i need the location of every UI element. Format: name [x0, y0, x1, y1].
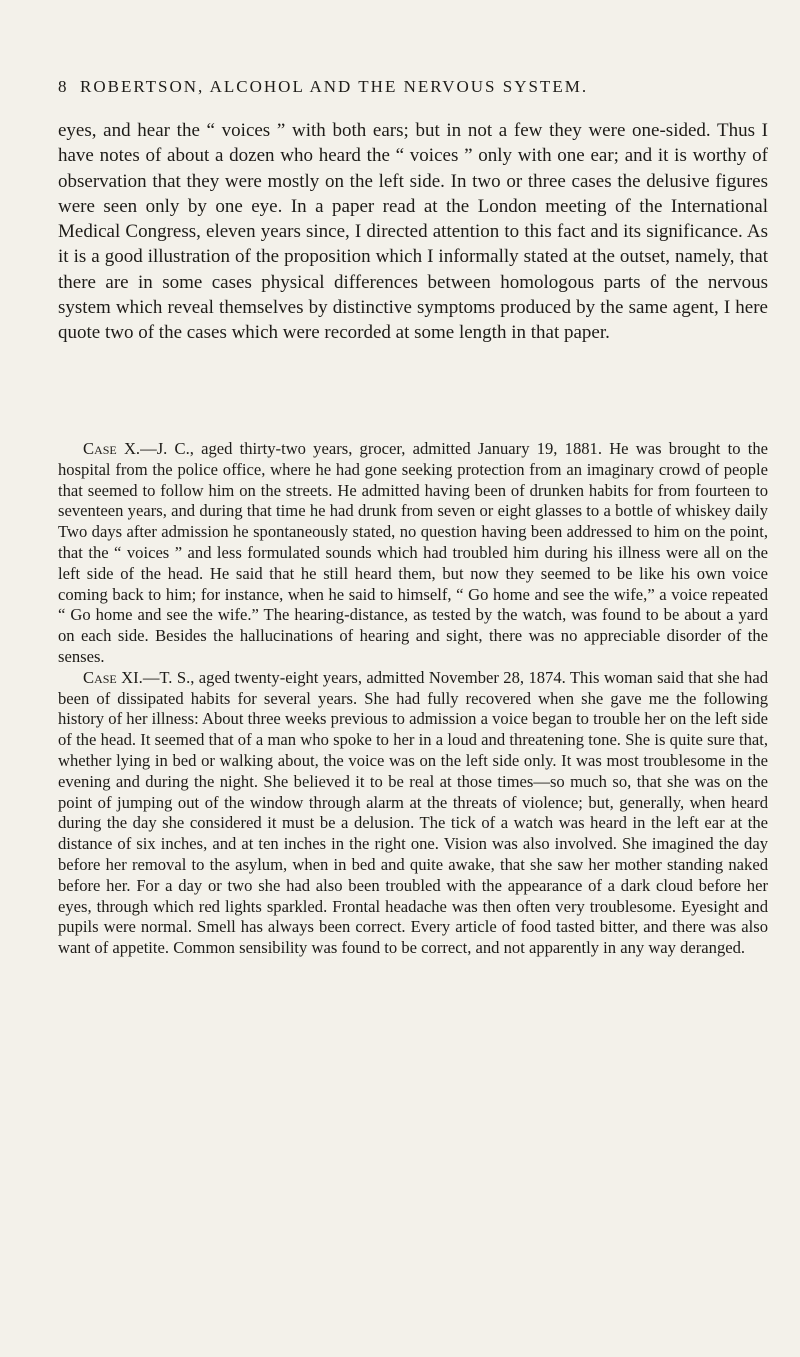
- case-reports: [58, 439, 768, 959]
- case-xi-label: Case XI.: [83, 667, 143, 687]
- page-number: 8: [58, 77, 69, 96]
- case-x-text: —J. C., aged thirty-two years, grocer, admitted January 19, 1881. He was brought to the hospital from the police office, where he had gone seeking protection from an imaginary crowd of people that seemed to follow him on the streets. He admitted having been of drunken habits for from fourteen to seventeen years, and during that time he had drunk from seven or eight glasses to a bottle of whiskey daily Two days after admission he spontaneously stated, no question having been addressed to him on the point, that the “ voices ” and less formulated sounds which had troubled him during his illness were all on the left side of the head. He said that he still heard them, but now they seemed to be like his own voice coming back to him; for instance, when he said to himself, “ Go home and see the wife,” a voice repeated “ Go home and see the wife.” The hearing-distance, as tested by the watch, was found to be about a yard on each side. Besides the hallucinations of hearing and sight, there was no appreciable disorder of the senses.: [58, 439, 768, 666]
- case-xi-text: —T. S., aged twenty-eight years, admitted November 28, 1874. This woman said that she had been of dissipated habits for several years. She had fully recovered when she gave me the following history of her illness: About three weeks previous to admission a voice began to trouble her on the left side of the head. It seemed that of a man who spoke to her in a loud and threatening tone. She is quite sure that, whether lying in bed or walking about, the voice was on the left side only. It was most troublesome in the evening and during the night. She believed it to be real at those times—so much so, that she was on the point of jumping out of the window through alarm at the threats of violence; but, generally, when heard during the day she considered it must be a delusion. The tick of a watch was heard in the left ear at the distance of six inches, and at ten inches in the right one. Vision was also involved. She imagined the day before her removal to the asylum, when in bed and quite awake, that she saw her mother standing naked before her. For a day or two she had also been troubled with the appearance of a dark cloud before her eyes, through which red lights sparkled. Frontal headache was then often very troublesome. Eyesight and pupils were normal. Smell has always been correct. Every article of food tasted bitter, and there was also want of appetite. Common sensibility was found to be correct, and not apparently in any way deranged.: [58, 667, 768, 958]
- intro-paragraph: eyes, and hear the “ voices ” with both ears; but in not a few they were one-sided. Thus I have notes of about a dozen who heard the “ voices ” only with one ear; and it is worthy of observation that they were mostly on the left side. In two or three cases the delusive figures were seen only by one eye. In a paper read at the London meeting of the International Medical Congress, eleven years since, I directed attention to this fact and its significance. As it is a good illustration of the proposition which I informally stated at the outset, namely, that there are in some cases physical differences between homologous parts of the nervous system which reveal themselves by distinctive symptoms produced by the same agent, I here quote two of the cases which were recorded at some length in that paper.: [58, 120, 768, 344]
- running-title: ROBERTSON, ALCOHOL AND THE NERVOUS SYSTEM.: [80, 77, 589, 96]
- running-header: [58, 76, 758, 98]
- intro-block: [58, 118, 768, 346]
- case-x-paragraph: [58, 439, 768, 668]
- case-x-label: Case X.: [83, 439, 141, 458]
- case-xi-paragraph: [58, 668, 768, 959]
